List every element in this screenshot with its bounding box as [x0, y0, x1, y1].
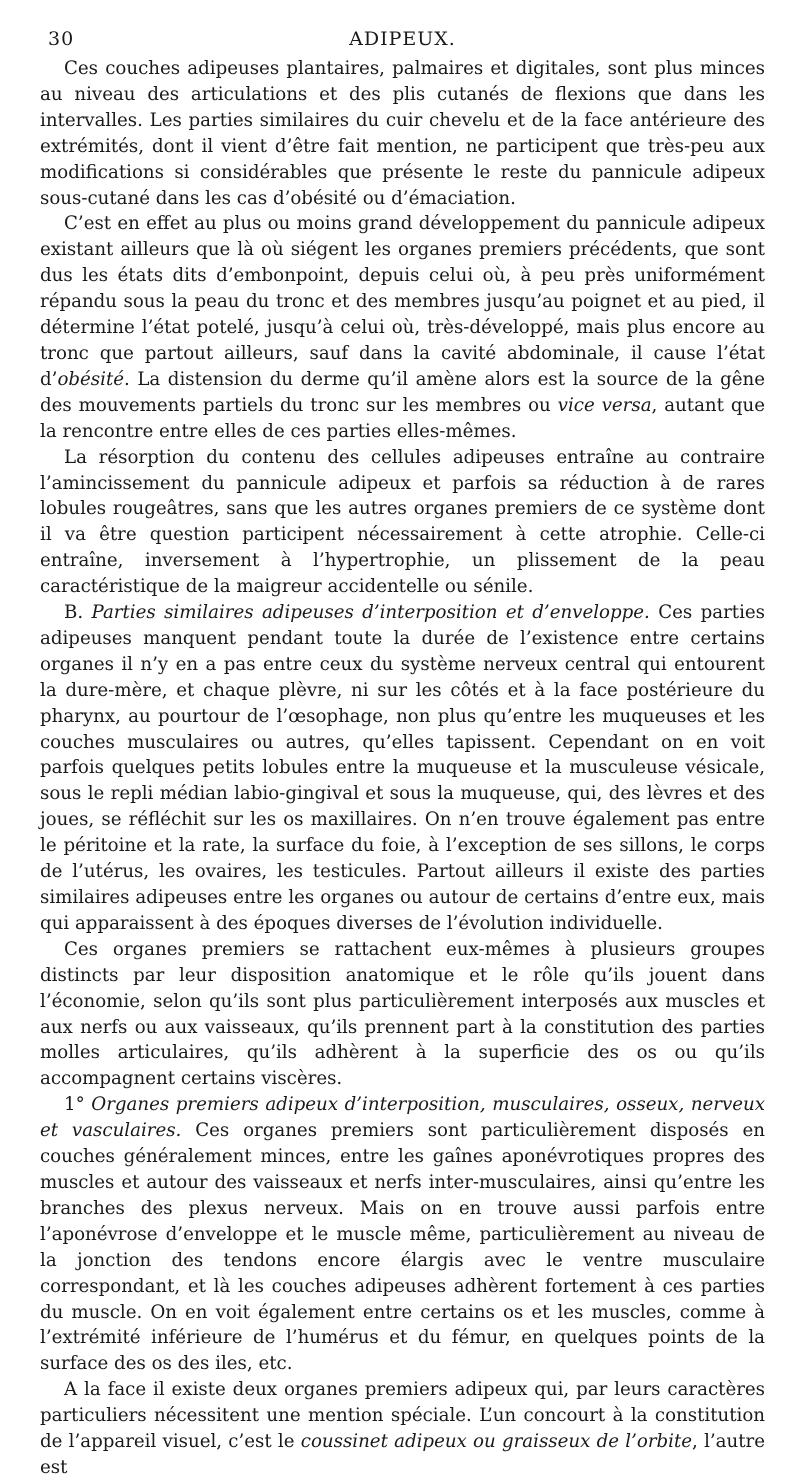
paragraph-text: A la face il existe deux organes premiers adipeux qui, par leurs caractères particuliers nécessitent une mention spéciale. L’un concourt à la constitution de l’appareil visuel, c’est le [40, 1379, 765, 1453]
section-marker: 1° [64, 1094, 92, 1116]
section-heading: Organes premiers adipeux d’interposition, musculaires, osseux, nerveux et vasculaires. [40, 1094, 766, 1142]
page-header [40, 28, 765, 56]
paragraph-2 [40, 211, 765, 444]
paragraph-text: La résorption du contenu des cellules adipeuses entraîne au contraire l’amincissement du pannicule adipeux et parfois sa réduction à de rares lobules rougeâtres, sans que les autres organes premiers de ce système dont il va être question participent nécessairement à cette atrophie. Celle-ci entraîne, inversement à l’hypertrophie, un plissement de la peau caractéristique de la maigreur accidentelle ou sénile. [40, 446, 765, 598]
page-number: 30 [48, 28, 75, 50]
paragraph-text: . La distension du derme qu’il amène alors est la source de la gêne des mouvements partiels du tronc sur les membres ou [40, 368, 765, 416]
paragraph-3 [40, 445, 765, 600]
paragraph-text: , l’autre est [40, 1431, 765, 1478]
italic-term: vice versa [557, 394, 652, 416]
paragraph-text: Ces couches adipeuses plantaires, palmaires et digitales, sont plus minces au niveau des articulations et des plis cutanés de flexions que dans les intervalles. Les parties similaires du cuir chevelu et de la face antérieure des extrémités, dont il vient d’être fait mention, ne participent que très-peu aux modifications si considérables que présente le reste du pannicule adipeux sous-cutané dans les cas d’obésité ou d’émaciation. [40, 58, 765, 209]
paragraph-text: , autant que la rencontre entre elles de ces parties elles-mêmes. [40, 394, 765, 442]
section-marker: B. [64, 602, 92, 624]
paragraph-text: Ces parties adipeuses manquent pendant toute la durée de l’existence entre certains organes il n’y en a pas entre ceux du système nerveux central qui entourent la dure-mère, et chaque plèvre, ni sur les côtés et à la face postérieure du pharynx, au pourtour de l’œsophage, non plus qu’entre les muqueuses et les couches musculaires ou autres, qu’elles tapissent. Cependant on en voit parfois quelques petits lobules entre la muqueuse et la musculeuse vésicale, sous le repli médian labio-gingival et sous la muqueuse, qui, des lèvres et des joues, se réfléchit sur les os maxillaires. On n’en trouve également pas entre le péritoine et la rate, la surface du foie, à l’exception de ses sillons, le corps de l’utérus, les ovaires, les testicules. Partout ailleurs il existe des parties similaires adipeuses entre les organes ou autour de certains d’entre eux, mais qui apparaissent à des époques diverses de l’évolution individuelle. [40, 602, 765, 934]
book-page [40, 28, 765, 1481]
italic-term: obésité [57, 368, 125, 390]
section-b-paragraph [40, 600, 765, 937]
section-1-paragraph [40, 1092, 765, 1377]
paragraph-5 [40, 937, 765, 1092]
section-heading: Parties similaires adipeuses d’interposition et d’enveloppe. [91, 602, 650, 624]
paragraph-1 [40, 56, 765, 211]
italic-term: coussinet adipeux ou graisseux de l’orbite [300, 1431, 693, 1453]
paragraph-7 [40, 1377, 765, 1481]
paragraph-text: Ces organes premiers se rattachent eux-mêmes à plusieurs groupes distincts par leur disposition anatomique et le rôle qu’ils jouent dans l’économie, selon qu’ils sont plus particulièrement interposés aux muscles et aux nerfs ou aux vaisseaux, qu’ils prennent part à la constitution des parties molles articulaires, qu’ils adhèrent à la superficie des os ou qu’ils accompagnent certains viscères. [40, 938, 765, 1090]
paragraph-text: C’est en effet au plus ou moins grand développement du pannicule adipeux existant ailleurs que là où siégent les organes premiers précédents, que sont dus les états dits d’embonpoint, depuis celui où, à peu près uniformément répandu sous la peau du tronc et des membres jusqu’au poignet et au pied, il détermine l’état potelé, jusqu’à celui où, très-développé, mais plus encore au tronc que partout ailleurs, sauf dans la cavité abdominale, il cause l’état d’ [40, 213, 765, 390]
paragraph-text: Ces organes premiers sont particulièrement disposés en couches généralement minces, entre les gaînes aponévrotiques propres des muscles et autour des vaisseaux et nerfs inter-musculaires, ainsi qu’entre les branches des plexus nerveux. Mais on en trouve aussi parfois entre l’aponévrose d’enveloppe et le muscle même, particulièrement au niveau de la jonction des tendons encore élargis avec le ventre musculaire correspondant, et là les couches adipeuses adhèrent fortement à ces parties du muscle. On en voit également entre certains os et les muscles, comme à l’extrémité inférieure de l’humérus et du fémur, en quelques points de la surface des os des iles, etc. [40, 1120, 765, 1375]
running-title: ADIPEUX. [349, 28, 456, 50]
